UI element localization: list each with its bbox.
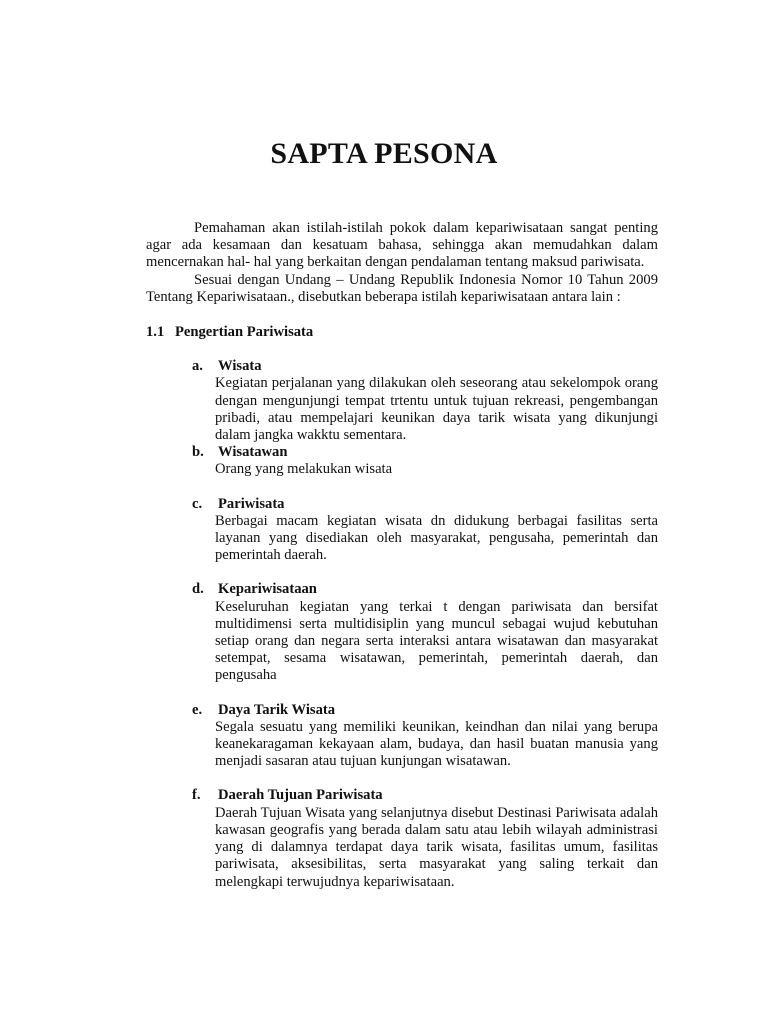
definition-term [192,444,658,461]
definition-description: Daerah Tujuan Wisata yang selanjutnya disebut Destinasi Pariwisata adalah kawasan geografis yang berada dalam satu atau lebih wilayah administrasi yang di dalamnya terdapat daya tarik wisata, fasilitas umum, fasilitas pariwisata, aksesibilitas, serta masyarakat yang saling terkait dan melengkapi terwujudnya kepariwisataan. [215,804,658,890]
term-label: Daya Tarik Wisata [218,701,336,718]
intro-paragraph-2: Sesuai dengan Undang – Undang Republik Indonesia Nomor 10 Tahun 2009 Tentang Kepariwisataan., disebutkan beberapa istilah kepariwisataan antara lain : [146,271,658,305]
term-label: Wisata [218,358,262,375]
item-letter: b. [192,444,204,461]
term-label: Wisatawan [218,444,288,461]
definition-description: Keseluruhan kegiatan yang terkai t dengan pariwisata dan bersifat multidimensi serta multidisiplin yang muncul sebagai wujud kebutuhan setiap orang dan negara serta interaksi antara wisatawan dan masyarakat setempat, sesama wisatawan, pemerintah, pemerintah daerah, dan pengusaha [215,598,658,684]
definition-item-wisata [192,358,658,444]
item-letter: d. [192,581,204,598]
definition-description: Berbagai macam kegiatan wisata dn didukung berbagai fasilitas serta layanan yang disediakan oleh masyarakat, pengusaha, pemerintah dan pemerintah daerah. [215,512,658,564]
definition-description: Orang yang melakukan wisata [215,461,393,478]
section-number: 1.1 [146,324,165,341]
definition-term [192,702,658,719]
definition-term [192,581,658,598]
term-label: Daerah Tujuan Pariwisata [218,787,383,804]
definition-item-wisatawan [192,444,658,478]
definition-item-daerah-tujuan-pariwisata [192,787,658,890]
section-heading [146,324,658,341]
term-label: Kepariwisataan [218,581,317,598]
definition-description: Kegiatan perjalanan yang dilakukan oleh seseorang atau sekelompok orang dengan mengunjungi tempat trtentu untuk tujuan rekreasi, pengembangan pribadi, atau mempelajari keunikan daya tarik wisata yang dikunjungi dalam jangka wakktu sementara. [215,375,658,444]
definition-term [192,787,658,804]
item-letter: c. [192,495,203,512]
definition-term [192,496,658,513]
item-letter: f. [192,787,201,804]
section-title: Pengertian Pariwisata [175,324,314,341]
item-letter: e. [192,701,203,718]
intro-paragraph-1: Pemahaman akan istilah-istilah pokok dalam kepariwisataan sangat penting agar ada kesamaan dan kesatuam bahasa, sehingga akan memudahkan dalam mencernakan hal- hal yang berkaitan dengan pendalaman tentang maksud pariwisata. [146,220,658,271]
item-letter: a. [192,358,203,375]
definition-item-pariwisata [192,496,658,565]
document-body [146,220,658,891]
definition-list [146,358,658,890]
document-title: SAPTA PESONA [270,137,498,170]
definition-item-kepariwisataan [192,581,658,684]
definition-item-daya-tarik-wisata [192,702,658,771]
definition-term [192,358,658,375]
term-label: Pariwisata [218,495,285,512]
definition-description: Segala sesuatu yang memiliki keunikan, keindhan dan nilai yang berupa keanekaragaman kekayaan alam, budaya, dan hasil buatan manusia yang menjadi sasaran atau tujuan kunjungan wisatawan. [215,718,658,770]
